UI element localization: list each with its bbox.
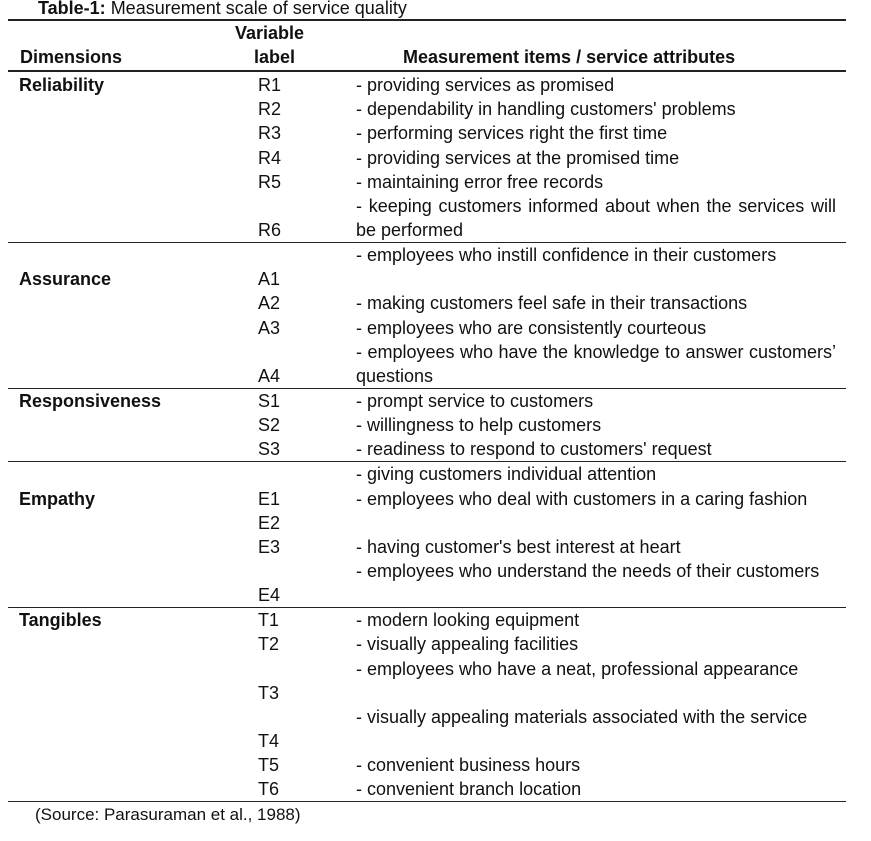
label-a2: A2 xyxy=(258,293,281,313)
label-t2: T2 xyxy=(258,634,280,654)
dimension-empathy: Empathy xyxy=(19,489,96,509)
caption-text: Measurement scale of service quality xyxy=(105,0,407,18)
table-bottom-rule xyxy=(8,801,846,802)
dimension-tangibles: Tangibles xyxy=(19,610,102,630)
label-s2: S2 xyxy=(258,415,281,435)
item-r6: - keeping customers informed about when the services will be performed xyxy=(356,196,836,240)
item-r5: - maintaining error free records xyxy=(356,172,604,192)
item-t2: - visually appealing facilities xyxy=(356,634,579,654)
header-dimensions: Dimensions xyxy=(20,47,123,67)
dimension-reliability: Reliability xyxy=(19,75,105,95)
item-r4: - providing services at the promised time xyxy=(356,148,680,168)
label-r5: R5 xyxy=(258,172,282,192)
item-e-caring: - employees who deal with customers in a caring fashion xyxy=(356,489,808,509)
table-top-rule xyxy=(8,19,846,21)
item-a4: - employees who have the knowledge to answer customers’ questions xyxy=(356,342,836,386)
label-t6: T6 xyxy=(258,779,280,799)
header-variable-line1: Variable xyxy=(235,23,305,43)
header-variable-line2: label xyxy=(254,47,296,67)
item-a2: - making customers feel safe in their transactions xyxy=(356,293,748,313)
label-a4: A4 xyxy=(258,366,281,386)
item-a3: - employees who are consistently courteous xyxy=(356,318,707,338)
item-r3: - performing services right the first time xyxy=(356,123,668,143)
label-r3: R3 xyxy=(258,123,282,143)
label-s3: S3 xyxy=(258,439,281,459)
label-t1: T1 xyxy=(258,610,280,630)
label-t3: T3 xyxy=(258,683,280,703)
item-t5: - convenient business hours xyxy=(356,755,581,775)
label-r6: R6 xyxy=(258,220,282,240)
label-a3: A3 xyxy=(258,318,281,338)
label-e3: E3 xyxy=(258,537,281,557)
label-t4: T4 xyxy=(258,731,280,751)
table-caption xyxy=(38,0,407,18)
item-t3: - employees who have a neat, professional appearance xyxy=(356,659,799,679)
label-s1: S1 xyxy=(258,391,281,411)
label-r2: R2 xyxy=(258,99,282,119)
item-s1: - prompt service to customers xyxy=(356,391,594,411)
label-e4: E4 xyxy=(258,585,281,605)
item-a1: - employees who instill confidence in their customers xyxy=(356,245,777,265)
label-a1: A1 xyxy=(258,269,281,289)
label-r4: R4 xyxy=(258,148,282,168)
item-e-attention: - giving customers individual attention xyxy=(356,464,657,484)
item-t4: - visually appealing materials associated with the service xyxy=(356,707,808,727)
label-r1: R1 xyxy=(258,75,282,95)
header-rule xyxy=(8,70,846,72)
item-t6: - convenient branch location xyxy=(356,779,582,799)
item-s2: - willingness to help customers xyxy=(356,415,602,435)
caption-label: Table-1: xyxy=(38,0,106,18)
item-s3: - readiness to respond to customers' request xyxy=(356,439,712,459)
item-r1: - providing services as promised xyxy=(356,75,615,95)
label-t5: T5 xyxy=(258,755,280,775)
header-items: Measurement items / service attributes xyxy=(403,47,736,67)
label-e1: E1 xyxy=(258,489,281,509)
dimension-assurance: Assurance xyxy=(19,269,112,289)
item-e-needs: - employees who understand the needs of their customers xyxy=(356,561,820,581)
item-t1: - modern looking equipment xyxy=(356,610,580,630)
dimension-responsiveness: Responsiveness xyxy=(19,391,162,411)
source-note: (Source: Parasuraman et al., 1988) xyxy=(35,805,301,824)
item-e-interest: - having customer's best interest at heart xyxy=(356,537,681,557)
label-e2: E2 xyxy=(258,513,281,533)
item-r2: - dependability in handling customers' problems xyxy=(356,99,736,119)
